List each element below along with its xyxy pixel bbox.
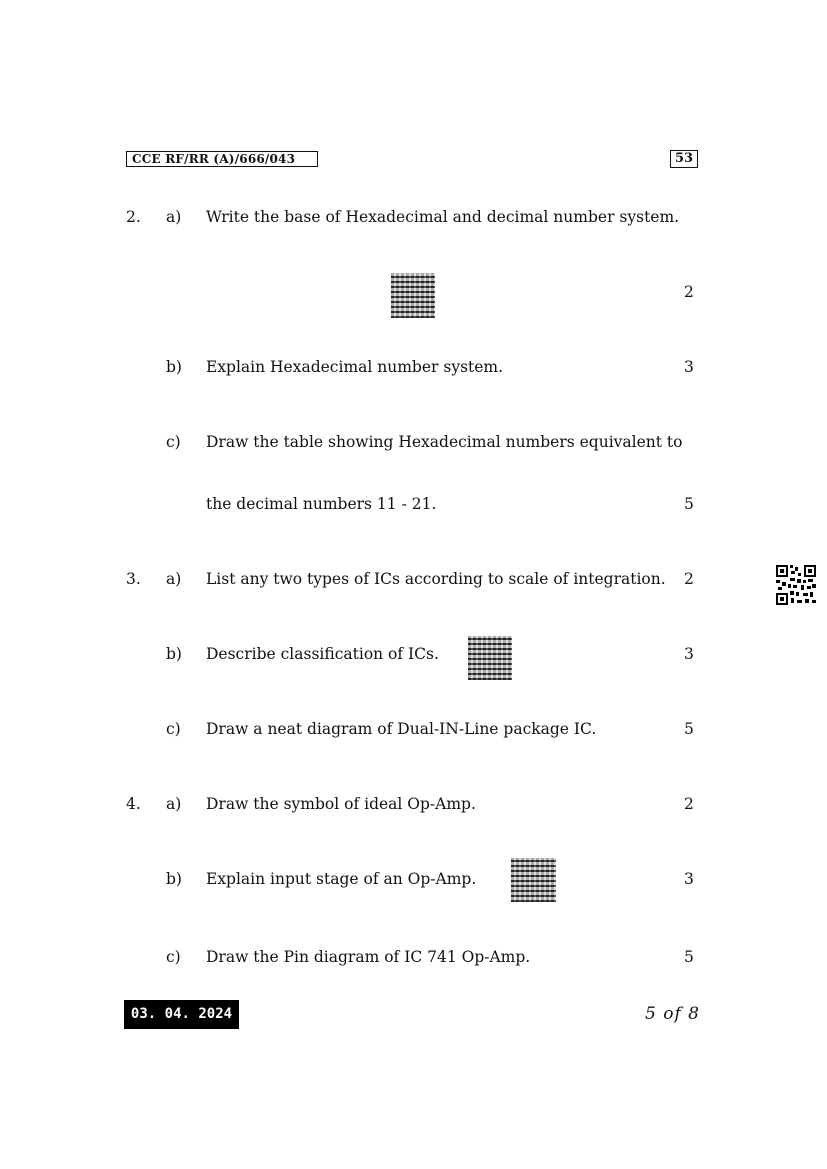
marks: 3 [684,645,694,663]
marks: 5 [684,948,694,966]
question-text: Draw a neat diagram of Dual-IN-Line package IC. [206,720,597,738]
part-label: b) [166,358,182,376]
question-text: Draw the table showing Hexadecimal numbers equivalent to [206,433,683,451]
question-text: Describe classification of ICs. [206,645,439,663]
part-label: c) [166,720,181,738]
question-text: Draw the symbol of ideal Op-Amp. [206,795,476,813]
marks: 2 [684,795,694,813]
part-label: a) [166,570,182,588]
marks: 5 [684,720,694,738]
question-text: Draw the Pin diagram of IC 741 Op-Amp. [206,948,531,966]
page-count: 5 of 8 [645,1004,700,1024]
marks: 3 [684,870,694,888]
question-number: 4. [126,795,141,813]
part-label: c) [166,948,181,966]
part-label: a) [166,795,182,813]
qr-code-image [776,565,816,605]
marks: 3 [684,358,694,376]
watermark-code-image [468,636,512,680]
question-number: 3. [126,570,141,588]
question-text: Explain Hexadecimal number system. [206,358,504,376]
marks: 5 [684,495,694,513]
part-label: a) [166,208,182,226]
question-number: 2. [126,208,141,226]
question-text-continuation: the decimal numbers 11 - 21. [206,495,437,513]
paper-code: CCE RF/RR (A)/666/043 [126,151,318,167]
watermark-code-image [511,858,556,902]
question-text: List any two types of ICs according to scale of integration. [206,570,666,588]
question-text: Explain input stage of an Op-Amp. [206,870,477,888]
watermark-code-image [391,273,435,318]
question-text: Write the base of Hexadecimal and decimal number system. [206,208,680,226]
exam-date-badge: 03. 04. 2024 [124,1000,239,1029]
part-label: c) [166,433,181,451]
marks: 2 [684,570,694,588]
marks: 2 [684,283,694,301]
part-label: b) [166,870,182,888]
page-code-box: 53 [670,150,698,168]
part-label: b) [166,645,182,663]
